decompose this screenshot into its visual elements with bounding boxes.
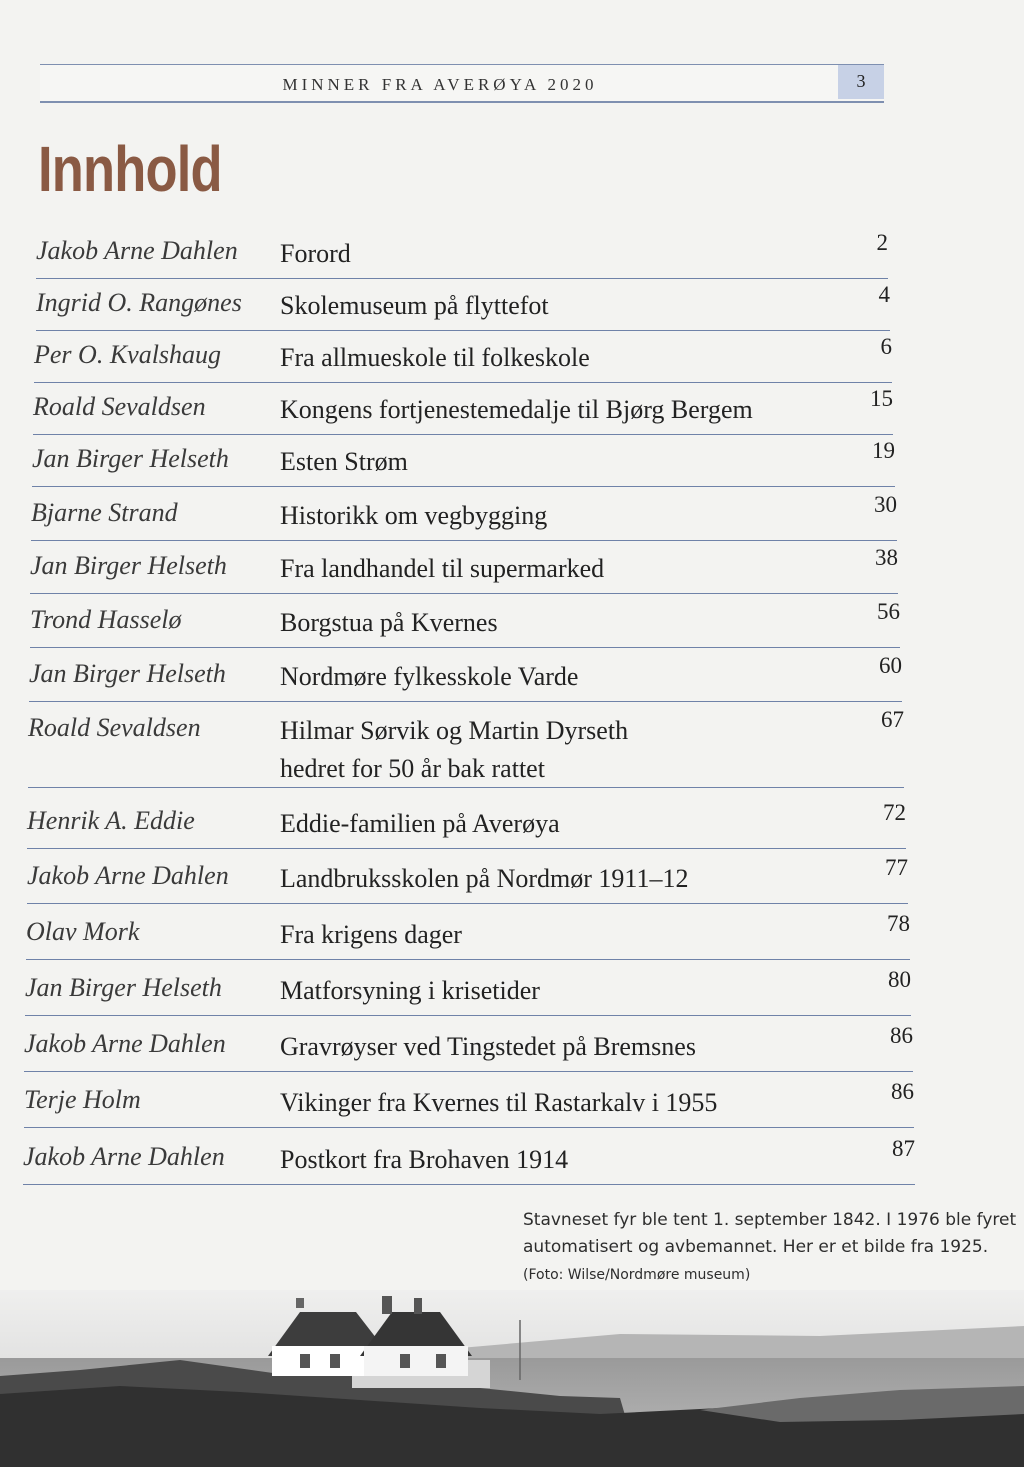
toc-page: 78 <box>887 911 910 936</box>
toc-page: 86 <box>891 1079 914 1104</box>
running-header-title: MINNER FRA AVERØYA 2020 <box>282 75 598 94</box>
toc-title-continued: hedret for 50 år bak rattet <box>280 754 545 783</box>
page-number: 3 <box>838 65 884 99</box>
toc-page: 56 <box>877 599 900 624</box>
toc-author: Per O. Kvalshaug <box>34 340 222 369</box>
toc-author: Henrik A. Eddie <box>27 806 195 835</box>
toc-row <box>30 597 900 648</box>
photo-caption <box>523 1207 1018 1289</box>
toc-row <box>36 280 890 331</box>
toc-author: Jakob Arne Dahlen <box>23 1142 225 1171</box>
toc-row <box>27 853 908 904</box>
toc-author: Jakob Arne Dahlen <box>36 236 238 265</box>
toc-page: 19 <box>872 438 895 463</box>
toc-page: 86 <box>890 1023 913 1048</box>
toc-row <box>36 228 888 279</box>
toc-row <box>29 651 902 702</box>
toc-row <box>24 1077 914 1128</box>
toc-title: Skolemuseum på flyttefot <box>280 291 549 320</box>
toc-page: 15 <box>870 386 893 411</box>
toc-row <box>24 1021 913 1072</box>
toc-title: Hilmar Sørvik og Martin Dyrseth <box>280 716 629 745</box>
photo-credit: (Foto: Wilse/Nordmøre museum) <box>523 1267 751 1283</box>
toc-row <box>26 909 910 960</box>
toc-author: Jan Birger Helseth <box>30 551 227 580</box>
toc-title: Forord <box>280 239 351 268</box>
toc-row <box>30 543 898 594</box>
toc-title: Postkort fra Brohaven 1914 <box>280 1145 569 1174</box>
toc-page: 67 <box>881 707 904 732</box>
toc-title: Esten Strøm <box>280 447 408 476</box>
toc-author: Roald Sevaldsen <box>28 713 201 742</box>
toc-page: 4 <box>878 282 890 307</box>
toc-page: 30 <box>874 492 897 517</box>
toc-author: Jakob Arne Dahlen <box>27 861 229 890</box>
toc-author: Ingrid O. Rangønes <box>36 288 242 317</box>
toc-title: Eddie-familien på Averøya <box>280 809 560 838</box>
toc-row <box>34 332 892 383</box>
toc-title: Gravrøyser ved Tingstedet på Bremsnes <box>280 1032 696 1061</box>
page-title: Innhold <box>38 133 222 205</box>
toc-page: 6 <box>880 334 892 359</box>
toc-title: Nordmøre fylkesskole Varde <box>280 662 579 691</box>
toc-title: Vikinger fra Kvernes til Rastarkalv i 1955 <box>280 1088 718 1117</box>
running-header <box>40 64 884 103</box>
toc-page: 72 <box>883 800 906 825</box>
toc-author: Bjarne Strand <box>31 498 178 527</box>
toc-row <box>23 1134 915 1185</box>
toc-author: Roald Sevaldsen <box>33 392 206 421</box>
toc-page: 77 <box>885 855 908 880</box>
toc-author: Trond Hasselø <box>30 605 182 634</box>
photo-caption-text: Stavneset fyr ble tent 1. september 1842. I 1976 ble fyret automatisert og avbemannet. Her er et bilde fra 1925. <box>523 1210 1017 1257</box>
toc-page: 60 <box>879 653 902 678</box>
toc-title: Fra krigens dager <box>280 920 462 949</box>
toc-author: Jan Birger Helseth <box>32 444 229 473</box>
toc-title: Fra allmueskole til folkeskole <box>280 343 590 372</box>
toc-title: Fra landhandel til supermarked <box>280 554 605 583</box>
toc-row <box>27 798 906 849</box>
toc-row <box>31 490 897 541</box>
toc-title: Borgstua på Kvernes <box>280 608 498 637</box>
toc-page: 2 <box>876 230 888 255</box>
lighthouse-photo <box>0 1290 1024 1467</box>
toc-page: 80 <box>888 967 911 992</box>
toc-title: Landbruksskolen på Nordmør 1911–12 <box>280 864 689 893</box>
toc-author: Olav Mork <box>26 917 140 946</box>
toc-author: Terje Holm <box>24 1085 141 1114</box>
toc-title: Historikk om vegbygging <box>280 501 548 530</box>
toc-title: Kongens fortjenestemedalje til Bjørg Bergem <box>280 395 753 424</box>
toc-author: Jan Birger Helseth <box>25 973 222 1002</box>
toc-row <box>25 965 911 1016</box>
toc-author: Jakob Arne Dahlen <box>24 1029 226 1058</box>
toc-title: Matforsyning i krisetider <box>280 976 540 1005</box>
toc-row <box>33 384 893 435</box>
toc-row <box>28 705 904 788</box>
toc-page: 87 <box>892 1136 915 1161</box>
toc-author: Jan Birger Helseth <box>29 659 226 688</box>
toc-page: 38 <box>875 545 898 570</box>
toc-row <box>32 436 895 487</box>
